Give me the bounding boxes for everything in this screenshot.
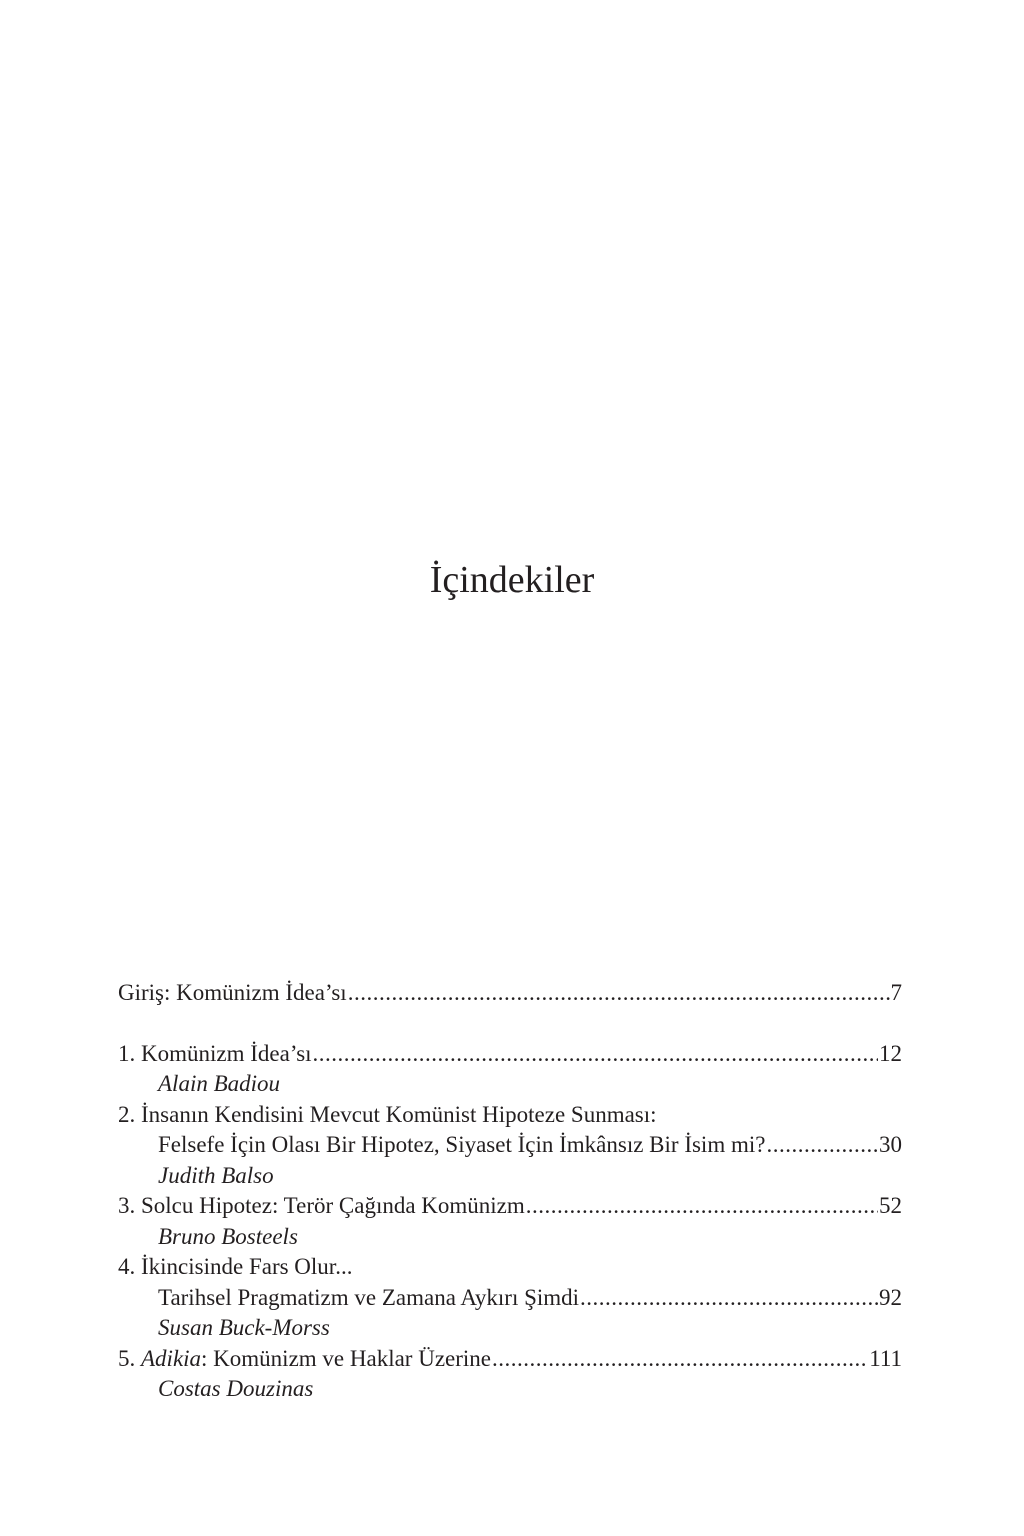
toc-entry-chapter-4-subtitle [118, 1283, 902, 1314]
toc-entry-chapter-2 [118, 1100, 902, 1131]
toc-entry-title-italic: Adikia [141, 1345, 202, 1371]
toc-entry-title: Solcu Hipotez: Terör Çağında Komünizm [141, 1193, 525, 1218]
page-title: İçindekiler [429, 559, 595, 601]
dot-leader [348, 978, 890, 1009]
toc-page-number: 7 [890, 980, 902, 1005]
toc-entry-subtitle: Tarihsel Pragmatizm ve Zamana Aykırı Şimdi [158, 1284, 580, 1310]
dot-leader [580, 1283, 878, 1314]
chapter-number: 3. [118, 1193, 136, 1218]
toc-entry-title: Giriş: Komünizm İdea’sı [118, 980, 347, 1005]
chapter-author: Susan Buck-Morss [158, 1315, 330, 1340]
toc-entry-chapter-1 [118, 1039, 902, 1070]
chapter-number: 1. [118, 1040, 136, 1066]
toc-entry-subtitle: Felsefe İçin Olası Bir Hipotez, Siyaset İçin İmkânsız Bir İsim mi? [158, 1132, 766, 1157]
toc-page-number: 92 [879, 1284, 902, 1310]
chapter-number: 5. [118, 1345, 136, 1371]
chapter-number: 2. [118, 1101, 136, 1127]
dot-leader [492, 1344, 868, 1375]
toc-entry-chapter-4 [118, 1252, 902, 1283]
chapter-author: Judith Balso [158, 1162, 274, 1188]
table-of-contents [118, 978, 902, 1405]
toc-entry-title: : Komünizm ve Haklar Üzerine [201, 1345, 491, 1371]
toc-entry-title: Komünizm İdea’sı [141, 1040, 312, 1066]
toc-page-number: 111 [869, 1345, 902, 1371]
toc-entry-chapter-2-subtitle [118, 1130, 902, 1161]
chapter-number: 4. [118, 1254, 136, 1279]
spacer [118, 1009, 902, 1039]
chapter-author: Bruno Bosteels [158, 1223, 298, 1249]
dot-leader [313, 1039, 878, 1070]
chapter-author: Alain Badiou [158, 1071, 281, 1096]
toc-entry-title: İkincisinde Fars Olur... [141, 1254, 353, 1279]
toc-entry-title: İnsanın Kendisini Mevcut Komünist Hipoteze Sunması: [141, 1101, 657, 1127]
chapter-author: Costas Douzinas [158, 1376, 314, 1401]
dot-leader [766, 1130, 878, 1161]
toc-page-number: 52 [879, 1193, 902, 1218]
toc-entry-intro [118, 978, 902, 1009]
toc-entry-chapter-5 [118, 1344, 902, 1375]
dot-leader [526, 1191, 878, 1222]
toc-page-number: 30 [879, 1132, 902, 1157]
toc-entry-chapter-3 [118, 1191, 902, 1222]
toc-page-number: 12 [879, 1040, 902, 1066]
